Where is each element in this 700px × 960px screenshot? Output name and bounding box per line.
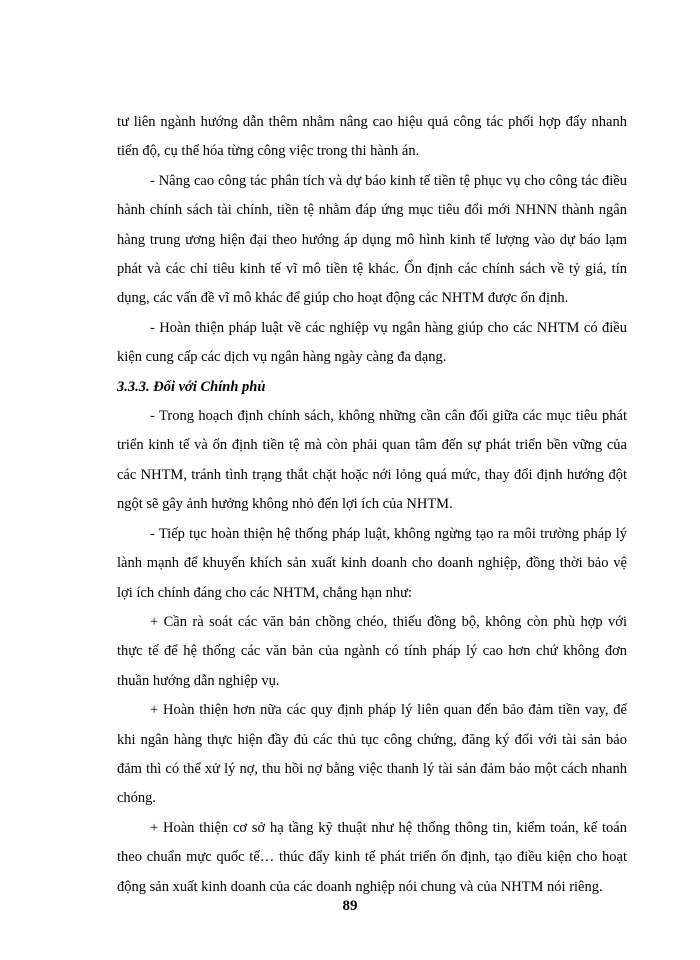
paragraph-review-documents: + Cần rà soát các văn bản chồng chéo, thiếu đồng bộ, không còn phù hợp với thực tế để hệ thống các văn bản của ngành có tính pháp lý cao hơn chứ không đơn thuần hướng dẫn nghiệp vụ. [117,613,627,689]
paragraph-continuation: tư liên ngành hướng dẫn thêm nhằm nâng cao hiệu quả công tác phối hợp đẩy nhanh tiến độ, cụ thể hóa từng công việc trong thi hành án. [117,114,627,160]
document-body [117,108,627,902]
paragraph-forecasting: - Nâng cao công tác phân tích và dự báo kinh tế tiền tệ phục vụ cho công tác điều hành chính sách tài chính, tiền tệ nhằm đáp ứng mục tiêu đổi mới NHNN thành ngân hàng trung ương hiện đại theo hướng áp dụng mô hình kinh tế lượng vào dự báo lạm phát và các chỉ tiêu kinh tế vĩ mô tiền tệ khác. Ổn định các chính sách về tỷ giá, tín dụng, các vấn đề vĩ mô khác để giúp cho hoạt động các NHTM được ổn định. [117,172,627,307]
section-heading: 3.3.3. Đối với Chính phủ [117,378,266,395]
paragraph-loan-security: + Hoàn thiện hơn nữa các quy định pháp lý liên quan đến bảo đảm tiền vay, để khi ngân hàng thực hiện đầy đủ các thủ tục công chứng, đăng ký đối với tài sản bảo đảm thì có thể xử lý nợ, thu hồi nợ bằng việc thanh lý tài sản đảm bảo một cách nhanh chóng. [117,702,627,807]
paragraph-legal-system: - Tiếp tục hoàn thiện hệ thống pháp luật, không ngừng tạo ra môi trường pháp lý lành mạnh để khuyến khích sản xuất kinh doanh cho doanh nghiệp, đồng thời bảo vệ lợi ích chính đáng cho các NHTM, chẳng hạn như: [117,525,627,601]
page-number: 89 [342,898,358,914]
paragraph-banking-law: - Hoàn thiện pháp luật về các nghiệp vụ ngân hàng giúp cho các NHTM có điều kiện cung cấp các dịch vụ ngân hàng ngày càng đa dạng. [117,319,627,366]
paragraph-policy-planning: - Trong hoạch định chính sách, không những cần cân đối giữa các mục tiêu phát triển kinh tế và ổn định tiền tệ mà còn phải quan tâm đến sự phát triển bền vững của các NHTM, tránh tình trạng thắt chặt hoặc nới lỏng quá mức, thay đổi định hướng đột ngột sẽ gây ảnh hưởng không nhỏ đến lợi ích của NHTM. [117,408,627,513]
paragraph-infrastructure: + Hoàn thiện cơ sở hạ tầng kỹ thuật như hệ thống thông tin, kiểm toán, kế toán theo chuẩn mực quốc tế… thúc đẩy kinh tế phát triển ổn định, tạo điều kiện cho hoạt động sản xuất kinh doanh của các doanh nghiệp nói chung và của NHTM nói riêng. [117,819,627,895]
